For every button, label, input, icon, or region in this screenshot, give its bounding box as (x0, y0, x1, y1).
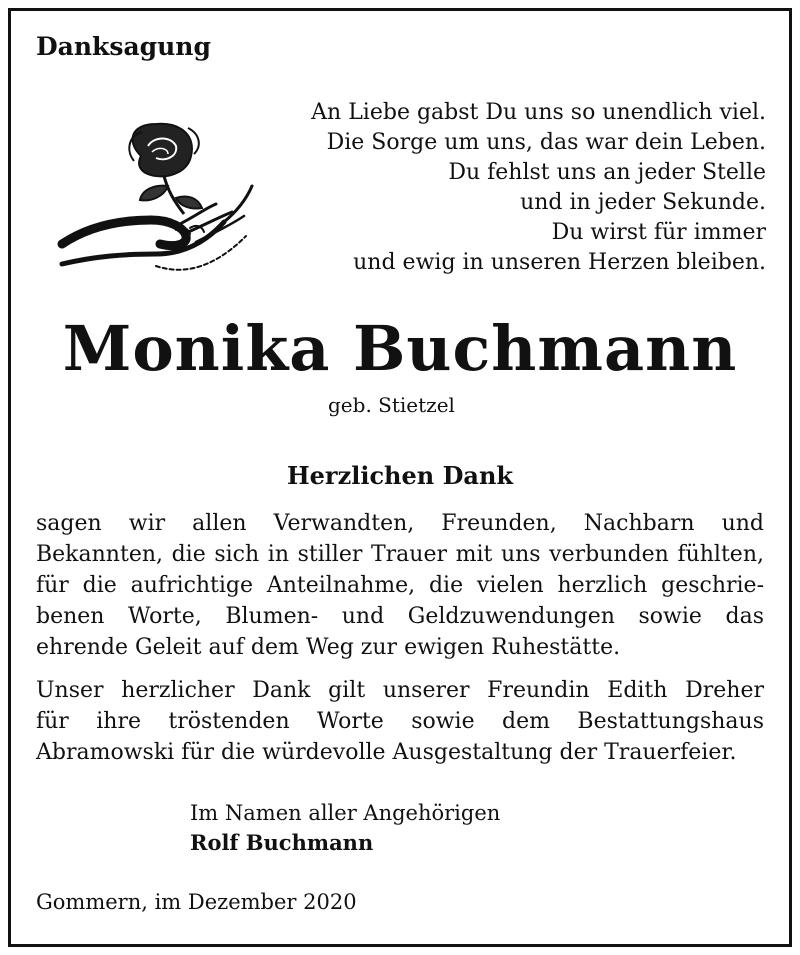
signature-line: Im Namen aller Angehörigen (190, 801, 501, 825)
paragraph-line: Bekannten, die sich in stiller Trauer mit uns verbunden fühlten, (36, 542, 764, 567)
paragraph-line: für ihre tröstenden Worte sowie dem Bestattungshaus (36, 709, 764, 734)
paragraph-line: sagen wir allen Verwandten, Freunden, Nachbarn und (36, 511, 764, 536)
poem-line: Die Sorge um uns, das war dein Leben. (326, 130, 766, 155)
paragraph-line: ehrende Geleit auf dem Weg zur ewigen Ruhestätte. (36, 635, 621, 660)
rose-in-hands-icon (56, 116, 266, 284)
birth-name: geb. Stietzel (328, 393, 455, 417)
thanks-paragraph (36, 508, 764, 663)
signature-name: Rolf Buchmann (190, 830, 374, 855)
paragraph-line: für die aufrichtige Anteilnahme, die vielen herzlich geschrie- (36, 573, 764, 598)
poem-line: Du wirst für immer (551, 220, 766, 245)
notice-heading: Danksagung (36, 32, 211, 61)
thanks-title: Herzlichen Dank (286, 461, 514, 490)
paragraph-line: Unser herzlicher Dank gilt unserer Freundin Edith Dreher (36, 678, 764, 703)
poem-line: und in jeder Sekunde. (520, 190, 766, 215)
poem-line: Du fehlst uns an jeder Stelle (448, 160, 766, 185)
signature-block (190, 798, 500, 858)
poem-line: und ewig in unseren Herzen bleiben. (353, 250, 766, 275)
poem-line: An Liebe gabst Du uns so unendlich viel. (311, 100, 766, 125)
deceased-name: Monika Buchmann (62, 312, 738, 385)
poem (311, 98, 766, 278)
place-date: Gommern, im Dezember 2020 (36, 890, 357, 914)
special-thanks-paragraph (36, 675, 764, 768)
paragraph-line: benen Worte, Blumen- und Geldzuwendungen sowie das (36, 604, 764, 629)
paragraph-line: Abramowski für die würdevolle Ausgestaltung der Trauerfeier. (36, 740, 737, 765)
